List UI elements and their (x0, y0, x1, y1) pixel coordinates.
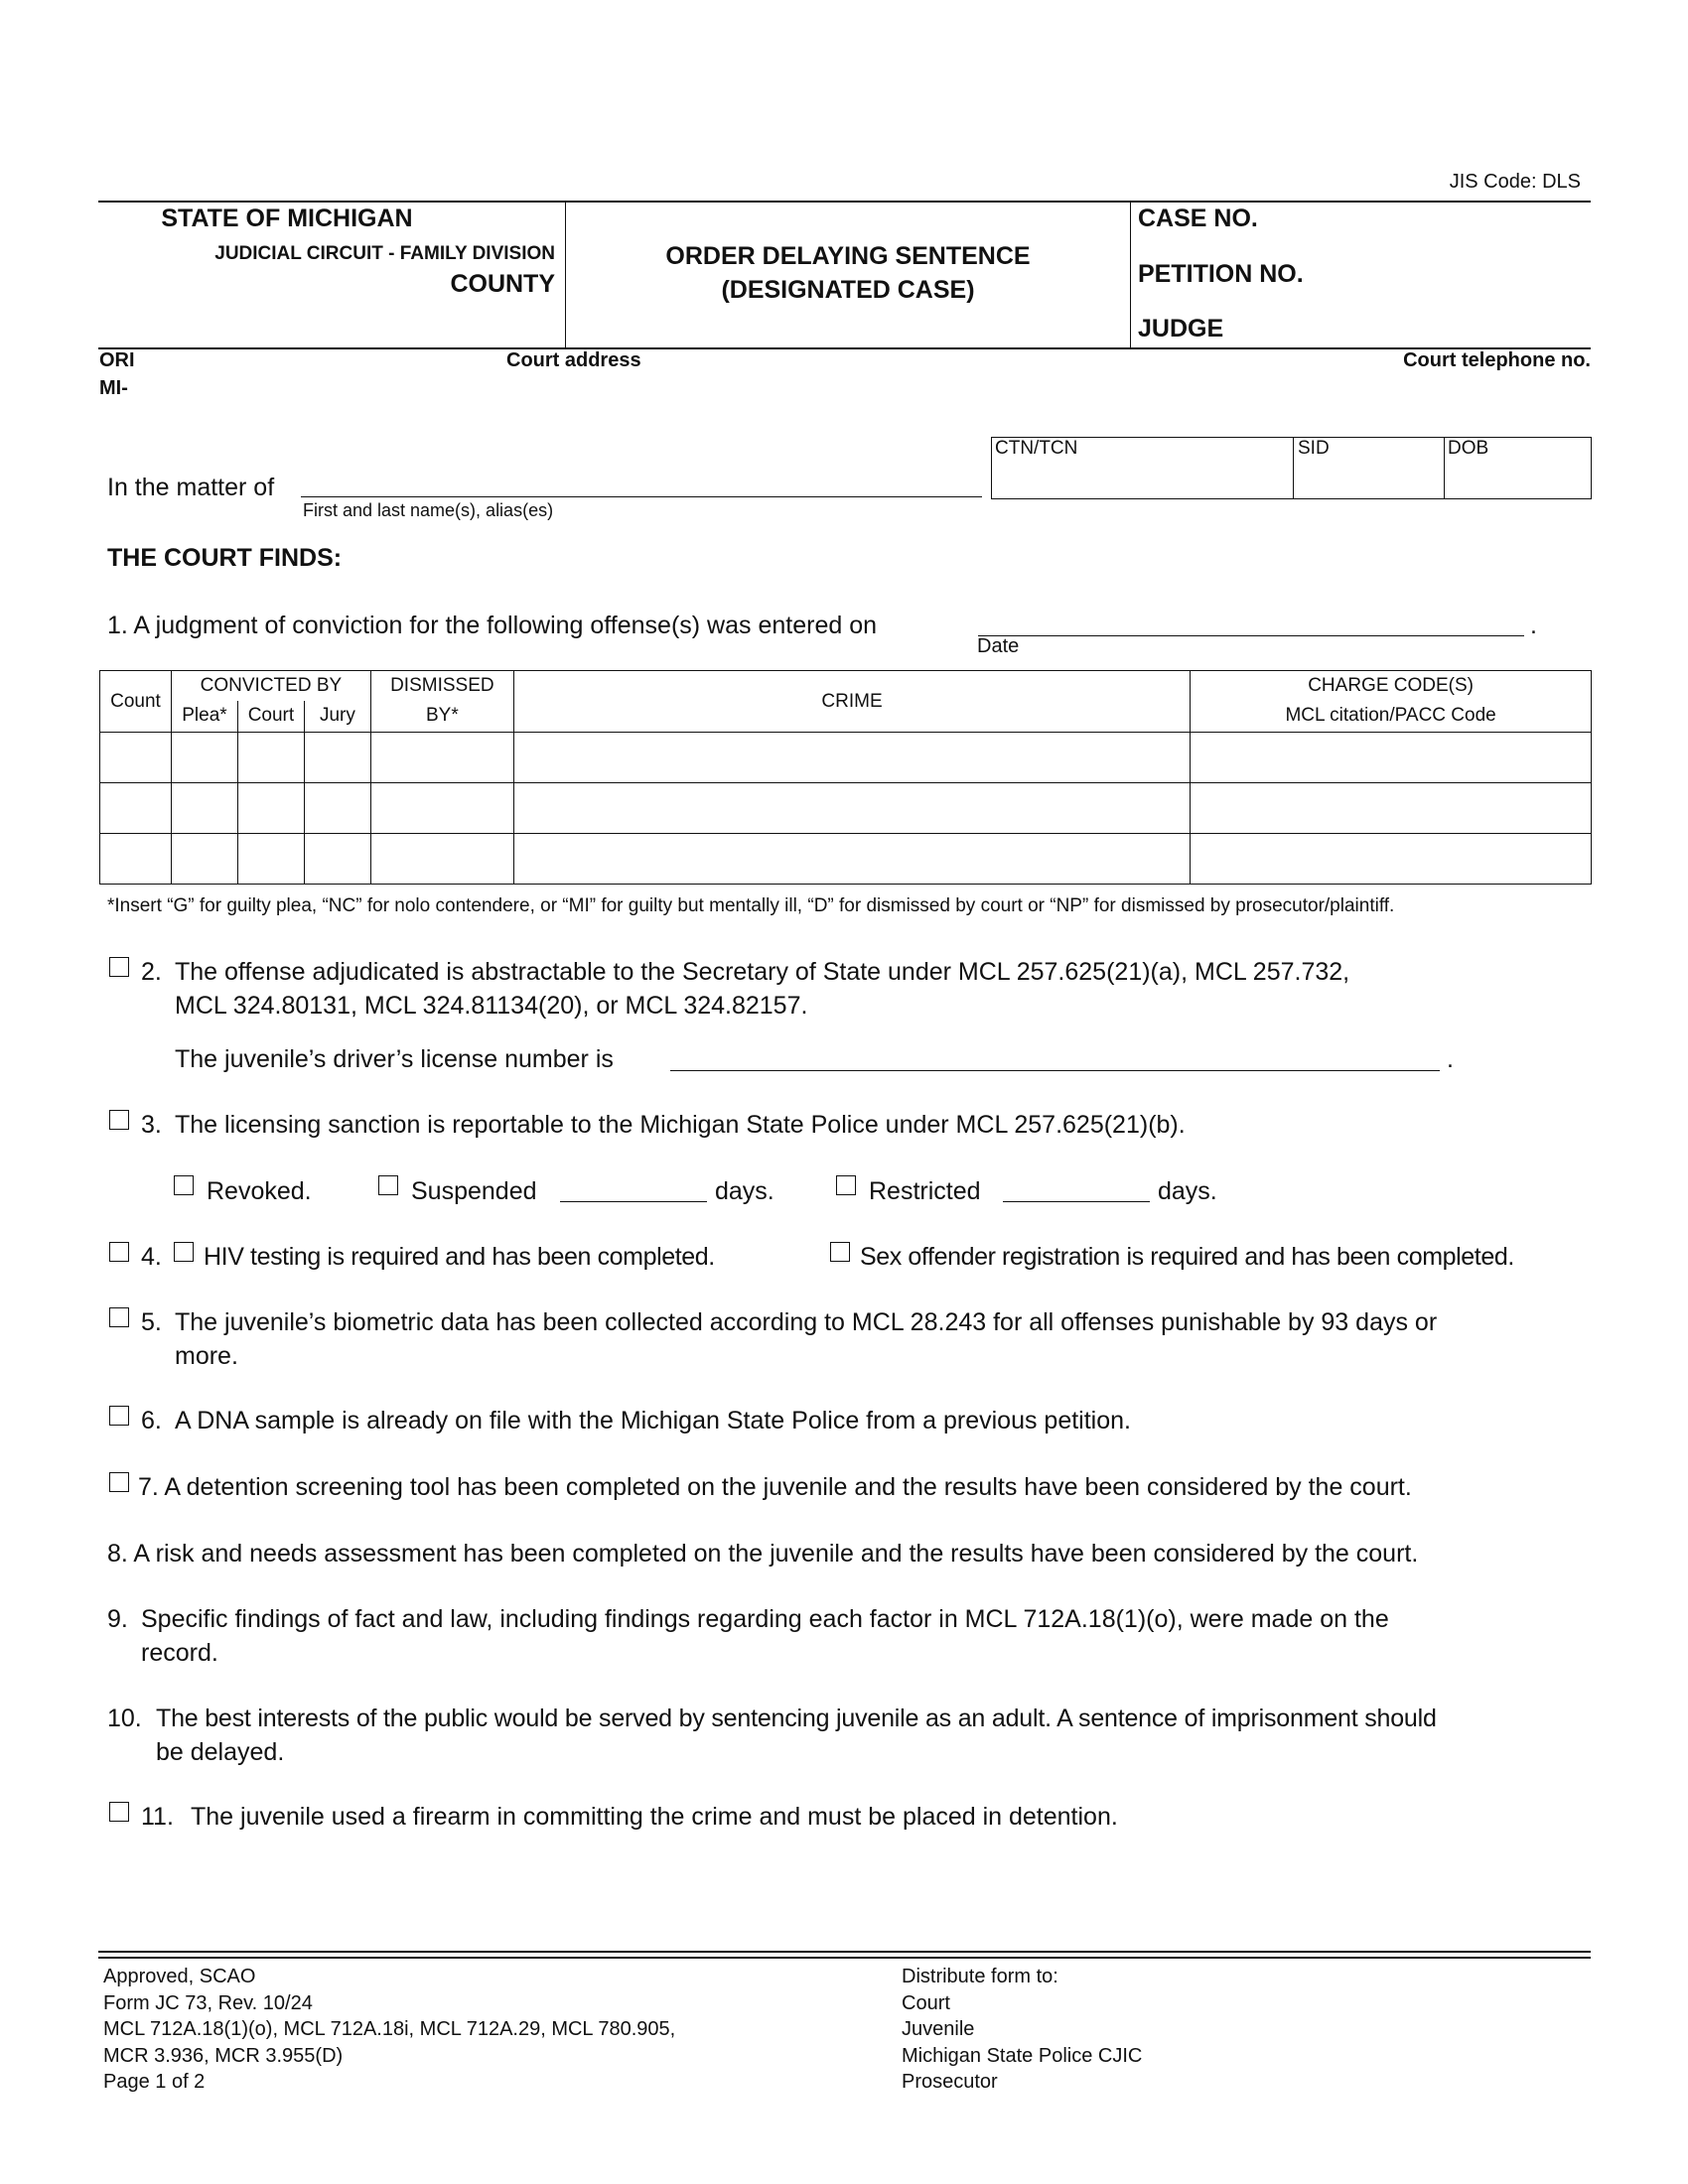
charge-code-cell[interactable] (1191, 834, 1592, 885)
crime-cell[interactable] (513, 783, 1190, 834)
restricted-days-field[interactable] (1003, 1201, 1150, 1202)
item10-line1: The best interests of the public would be served by sentencing juvenile as an adult. A sentence of imprisonment should (156, 1705, 1437, 1732)
judge-label: JUDGE (1138, 315, 1224, 342)
footer-rule-1 (98, 1951, 1591, 1953)
circuit-label: JUDICIAL CIRCUIT - FAMILY DIVISION (214, 243, 555, 264)
restricted-checkbox[interactable] (836, 1175, 856, 1195)
plea-header: Plea* (171, 701, 237, 733)
item9-number: 9. (107, 1605, 128, 1633)
item3-text: The licensing sanction is reportable to the Michigan State Police under MCL 257.625(21)(b). (175, 1111, 1186, 1139)
license-number-period: . (1447, 1045, 1454, 1073)
dismissed-cell[interactable] (370, 783, 513, 834)
jury-cell[interactable] (304, 733, 370, 783)
matter-label: In the matter of (107, 474, 275, 501)
table-footnote: *Insert “G” for guilty plea, “NC” for nolo contendere, or “MI” for guilty but mentally ill, “D” for dismissed by court or “NP” for dismissed by prosecutor/plaintiff. (107, 895, 1395, 916)
matter-name-field[interactable] (301, 496, 982, 497)
table-row (100, 783, 1592, 834)
item5-checkbox[interactable] (109, 1307, 129, 1327)
footer-right (902, 1964, 1142, 2096)
item4-number: 4. (141, 1243, 162, 1271)
footer-distribute-prosecutor: Prosecutor (902, 2071, 998, 2093)
item3-number: 3. (141, 1111, 162, 1139)
footer-form-number: Form JC 73, Rev. 10/24 (103, 1991, 313, 2014)
item7-text: 7. A detention screening tool has been completed on the juvenile and the results have been considered by the court. (138, 1473, 1412, 1501)
suspended-days-field[interactable] (560, 1201, 707, 1202)
item2-line1: The offense adjudicated is abstractable to the Secretary of State under MCL 257.625(21)(a), MCL 257.732, (175, 958, 1350, 986)
court-header: Court (237, 701, 304, 733)
item11-checkbox[interactable] (109, 1802, 129, 1822)
footer-distribute-juvenile: Juvenile (902, 2018, 975, 2040)
sid-label: SID (1298, 438, 1330, 459)
item10-line2: be delayed. (156, 1738, 285, 1766)
sex-offender-checkbox[interactable] (830, 1242, 850, 1262)
court-cell[interactable] (237, 834, 304, 885)
jury-cell[interactable] (304, 783, 370, 834)
item7-checkbox[interactable] (109, 1472, 129, 1492)
table-row (100, 733, 1592, 783)
license-number-field[interactable] (670, 1070, 1440, 1071)
sid-field[interactable] (1295, 459, 1442, 497)
header-divider-left (565, 202, 566, 348)
dismissed-header-line1: DISMISSED (370, 671, 513, 701)
court-finds-heading: THE COURT FINDS: (107, 544, 343, 572)
form-title-line2: (DESIGNATED CASE) (721, 276, 975, 304)
item1-date-field[interactable] (978, 635, 1524, 636)
charge-code-header-line2: MCL citation/PACC Code (1191, 701, 1592, 733)
footer-distribute-court: Court (902, 1991, 950, 2014)
form-title-line1: ORDER DELAYING SENTENCE (665, 242, 1031, 270)
sex-offender-label: Sex offender registration is required and has been completed. (860, 1243, 1514, 1271)
item6-number: 6. (141, 1407, 162, 1434)
revoked-checkbox[interactable] (174, 1175, 194, 1195)
footer-left (103, 1964, 675, 2096)
item11-number: 11. (141, 1803, 174, 1831)
convicted-by-header: CONVICTED BY (171, 671, 370, 701)
footer-page-number: Page 1 of 2 (103, 2071, 206, 2093)
count-cell[interactable] (100, 834, 172, 885)
court-telephone-label: Court telephone no. (1403, 349, 1591, 371)
item2-line2: MCL 324.80131, MCL 324.81134(20), or MCL 324.82157. (175, 992, 808, 1020)
mi-label: MI- (99, 377, 128, 399)
item8-text: 8. A risk and needs assessment has been completed on the juvenile and the results have been considered by the court. (107, 1540, 1419, 1568)
county-label: COUNTY (450, 270, 555, 298)
item1-date-caption: Date (977, 635, 1020, 657)
ctn-tcn-field[interactable] (993, 459, 1291, 497)
item5-line2: more. (175, 1342, 238, 1370)
revoked-label: Revoked. (207, 1177, 312, 1205)
restricted-label: Restricted (869, 1177, 981, 1205)
state-name: STATE OF MICHIGAN (161, 205, 413, 232)
court-cell[interactable] (237, 783, 304, 834)
dob-field[interactable] (1446, 459, 1590, 497)
item6-checkbox[interactable] (109, 1406, 129, 1426)
item11-text: The juvenile used a firearm in committing the crime and must be placed in detention. (191, 1803, 1118, 1831)
petition-no-label: PETITION NO. (1138, 260, 1304, 288)
item5-number: 5. (141, 1308, 162, 1336)
suspended-days-label: days. (715, 1177, 774, 1205)
count-cell[interactable] (100, 783, 172, 834)
dismissed-header-line2: BY* (370, 701, 513, 733)
offense-table (99, 670, 1592, 885)
dismissed-cell[interactable] (370, 733, 513, 783)
item9-line1: Specific findings of fact and law, including findings regarding each factor in MCL 712A.18(1)(o), were made on the (141, 1605, 1389, 1633)
count-cell[interactable] (100, 733, 172, 783)
item1-period: . (1530, 612, 1537, 639)
restricted-days-label: days. (1158, 1177, 1217, 1205)
item4-checkbox[interactable] (109, 1242, 129, 1262)
footer-mcl-citations: MCL 712A.18(1)(o), MCL 712A.18i, MCL 712A.29, MCL 780.905, (103, 2018, 676, 2040)
ori-label: ORI (99, 349, 135, 371)
suspended-label: Suspended (411, 1177, 537, 1205)
item6-text: A DNA sample is already on file with the Michigan State Police from a previous petition. (175, 1407, 1131, 1434)
item9-line2: record. (141, 1639, 218, 1667)
hiv-testing-checkbox[interactable] (174, 1242, 194, 1262)
table-row (100, 834, 1592, 885)
court-address-label: Court address (506, 349, 641, 371)
item10-number: 10. (107, 1705, 142, 1732)
crime-header: CRIME (513, 671, 1190, 733)
case-no-label: CASE NO. (1138, 205, 1258, 232)
crime-cell[interactable] (513, 733, 1190, 783)
plea-cell[interactable] (171, 733, 237, 783)
footer-distribute-msp: Michigan State Police CJIC (902, 2044, 1143, 2067)
court-cell[interactable] (237, 733, 304, 783)
matter-name-caption: First and last name(s), alias(es) (303, 500, 554, 520)
charge-code-cell[interactable] (1191, 733, 1592, 783)
license-number-label: The juvenile’s driver’s license number is (175, 1045, 614, 1073)
charge-code-header-line1: CHARGE CODE(S) (1191, 671, 1592, 701)
charge-code-cell[interactable] (1191, 783, 1592, 834)
plea-cell[interactable] (171, 834, 237, 885)
footer-mcr-citations: MCR 3.936, MCR 3.955(D) (103, 2044, 344, 2067)
footer-rule-2 (98, 1957, 1591, 1959)
item2-checkbox[interactable] (109, 957, 129, 977)
header-top-rule (98, 201, 1591, 203)
header-divider-right (1130, 202, 1131, 348)
plea-cell[interactable] (171, 783, 237, 834)
footer-distribute-label: Distribute form to: (902, 1966, 1058, 1987)
id-box-divider-2 (1444, 437, 1445, 499)
item1-text: 1. A judgment of conviction for the following offense(s) was entered on (107, 612, 877, 639)
item2-number: 2. (141, 958, 162, 986)
ctn-tcn-label: CTN/TCN (995, 438, 1078, 459)
jury-cell[interactable] (304, 834, 370, 885)
count-header: Count (100, 671, 172, 733)
dob-label: DOB (1448, 438, 1489, 459)
suspended-checkbox[interactable] (378, 1175, 398, 1195)
crime-cell[interactable] (513, 834, 1190, 885)
id-box-divider-1 (1293, 437, 1294, 499)
dismissed-cell[interactable] (370, 834, 513, 885)
footer-approved: Approved, SCAO (103, 1966, 256, 1987)
header-bottom-rule (98, 347, 1591, 349)
hiv-testing-label: HIV testing is required and has been completed. (204, 1243, 715, 1271)
item3-checkbox[interactable] (109, 1110, 129, 1130)
item5-line1: The juvenile’s biometric data has been collected according to MCL 28.243 for all offenses punishable by 93 days or (175, 1308, 1438, 1336)
jury-header: Jury (304, 701, 370, 733)
jis-code: JIS Code: DLS (1449, 171, 1581, 193)
